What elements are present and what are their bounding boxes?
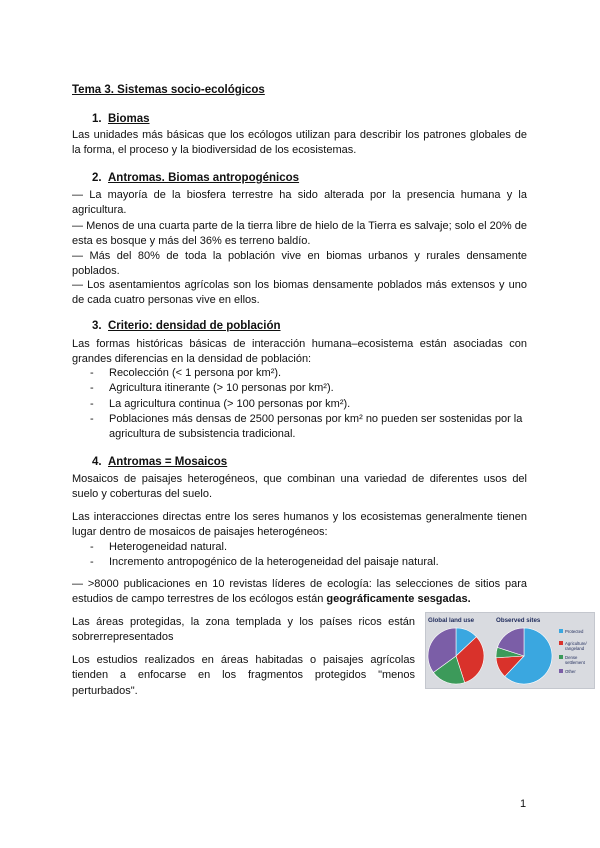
section-2-paragraph-4: — Los asentamientos agrícolas son los biomas densamente poblados más extensos y uno de cada cuatro personas vive en ellos. [72, 279, 527, 307]
land-use-figure [425, 612, 595, 689]
section-2-paragraph-2: — Menos de una cuarta parte de la tierra libre de hielo de la Tierra es salvaje; solo el 20% de esta es bosque y más del 36% es terreno baldío. [72, 220, 527, 248]
paragraph-text: — >8000 publicaciones en 10 revistas líderes de ecología: las selecciones de sitios para estudios de campo terrestres de los ecólogos están [72, 578, 527, 606]
page-number: 1 [520, 798, 527, 810]
pie-legend [559, 629, 588, 674]
section-4-paragraph-3 [72, 577, 527, 608]
list-item: - Incremento antropogénico de la heterogeneidad del paisaje natural. [88, 555, 527, 570]
pie-title-observed: Observed sites [496, 617, 541, 624]
legend-label: Protected [565, 629, 584, 634]
legend-label: settlement [565, 660, 585, 665]
density-list [88, 366, 527, 442]
pie-global-land-use [428, 628, 484, 684]
section-1-heading [92, 113, 150, 125]
section-title: Criterio: densidad de población [108, 320, 281, 332]
list-item: - La agricultura continua (> 100 personas por km²). [88, 397, 527, 412]
list-item: - Heterogeneidad natural. [88, 540, 527, 555]
legend-swatch [559, 629, 563, 633]
section-4-paragraph-2: Las interacciones directas entre los seres humanos y los ecosistemas generalmente tienen lugar dentro de mosaicos de paisajes heterogéneos: [72, 511, 527, 539]
section-title: Antromas. Biomas antropogénicos [108, 172, 300, 184]
section-4-paragraph-5: Los estudios realizados en áreas habitadas o paisajes agrícolas tienden a enfocarse en los fragmentos protegidos "menos perturbados". [72, 654, 415, 697]
pie-observed-sites [496, 628, 552, 684]
section-number: 4. [92, 456, 102, 468]
section-2-paragraph-3: — Más del 80% de toda la población vive en biomas urbanos y rurales densamente poblados. [72, 250, 527, 278]
legend-swatch [559, 641, 563, 645]
pie-charts [426, 613, 594, 688]
document-title: Tema 3. Sistemas socio-ecológicos [72, 84, 265, 96]
section-2-heading [92, 172, 299, 184]
section-1-paragraph: Las unidades más básicas que los ecólogos utilizan para describir los patrones globales de la forma, el proceso y la biodiversidad de los ecosistemas. [72, 129, 527, 157]
section-4-heading [92, 456, 227, 468]
legend-label: Other [565, 669, 576, 674]
legend-swatch [559, 669, 563, 673]
section-title: Antromas = Mosaicos [108, 456, 228, 468]
legend-label: rangeland [565, 646, 585, 651]
section-number: 1. [92, 113, 102, 125]
section-3-intro: Las formas históricas básicas de interacción humana–ecosistema están asociadas con grandes diferencias en la densidad de población: [72, 338, 527, 366]
bold-emphasis: geográficamente sesgadas. [326, 593, 471, 606]
legend-swatch [559, 655, 563, 659]
legend-label: Dense [565, 655, 578, 660]
section-title: Biomas [108, 113, 150, 125]
legend-label: Agriculture/ [565, 641, 587, 646]
pie-title-global: Global land use [428, 617, 475, 624]
section-number: 3. [92, 320, 102, 332]
section-2-paragraph-1: — La mayoría de la biosfera terrestre ha sido alterada por la presencia humana y la agricultura. [72, 189, 527, 217]
section-3-heading [92, 320, 281, 332]
section-4-paragraph-1: Mosaicos de paisajes heterogéneos, que combinan una variedad de diferentes usos del suelo y coberturas del suelo. [72, 473, 527, 501]
section-4-paragraph-4: Las áreas protegidas, la zona templada y los países ricos están sobrerrepresentados [72, 616, 415, 644]
list-item: - Agricultura itinerante (> 10 personas por km²). [88, 381, 527, 396]
section-number: 2. [92, 172, 102, 184]
list-item: - Poblaciones más densas de 2500 personas por km² no pueden ser sostenidas por la agricultura de subsistencia tradicional. [88, 412, 527, 443]
list-item: - Recolección (< 1 persona por km²). [88, 366, 527, 381]
mosaic-list [88, 540, 527, 571]
